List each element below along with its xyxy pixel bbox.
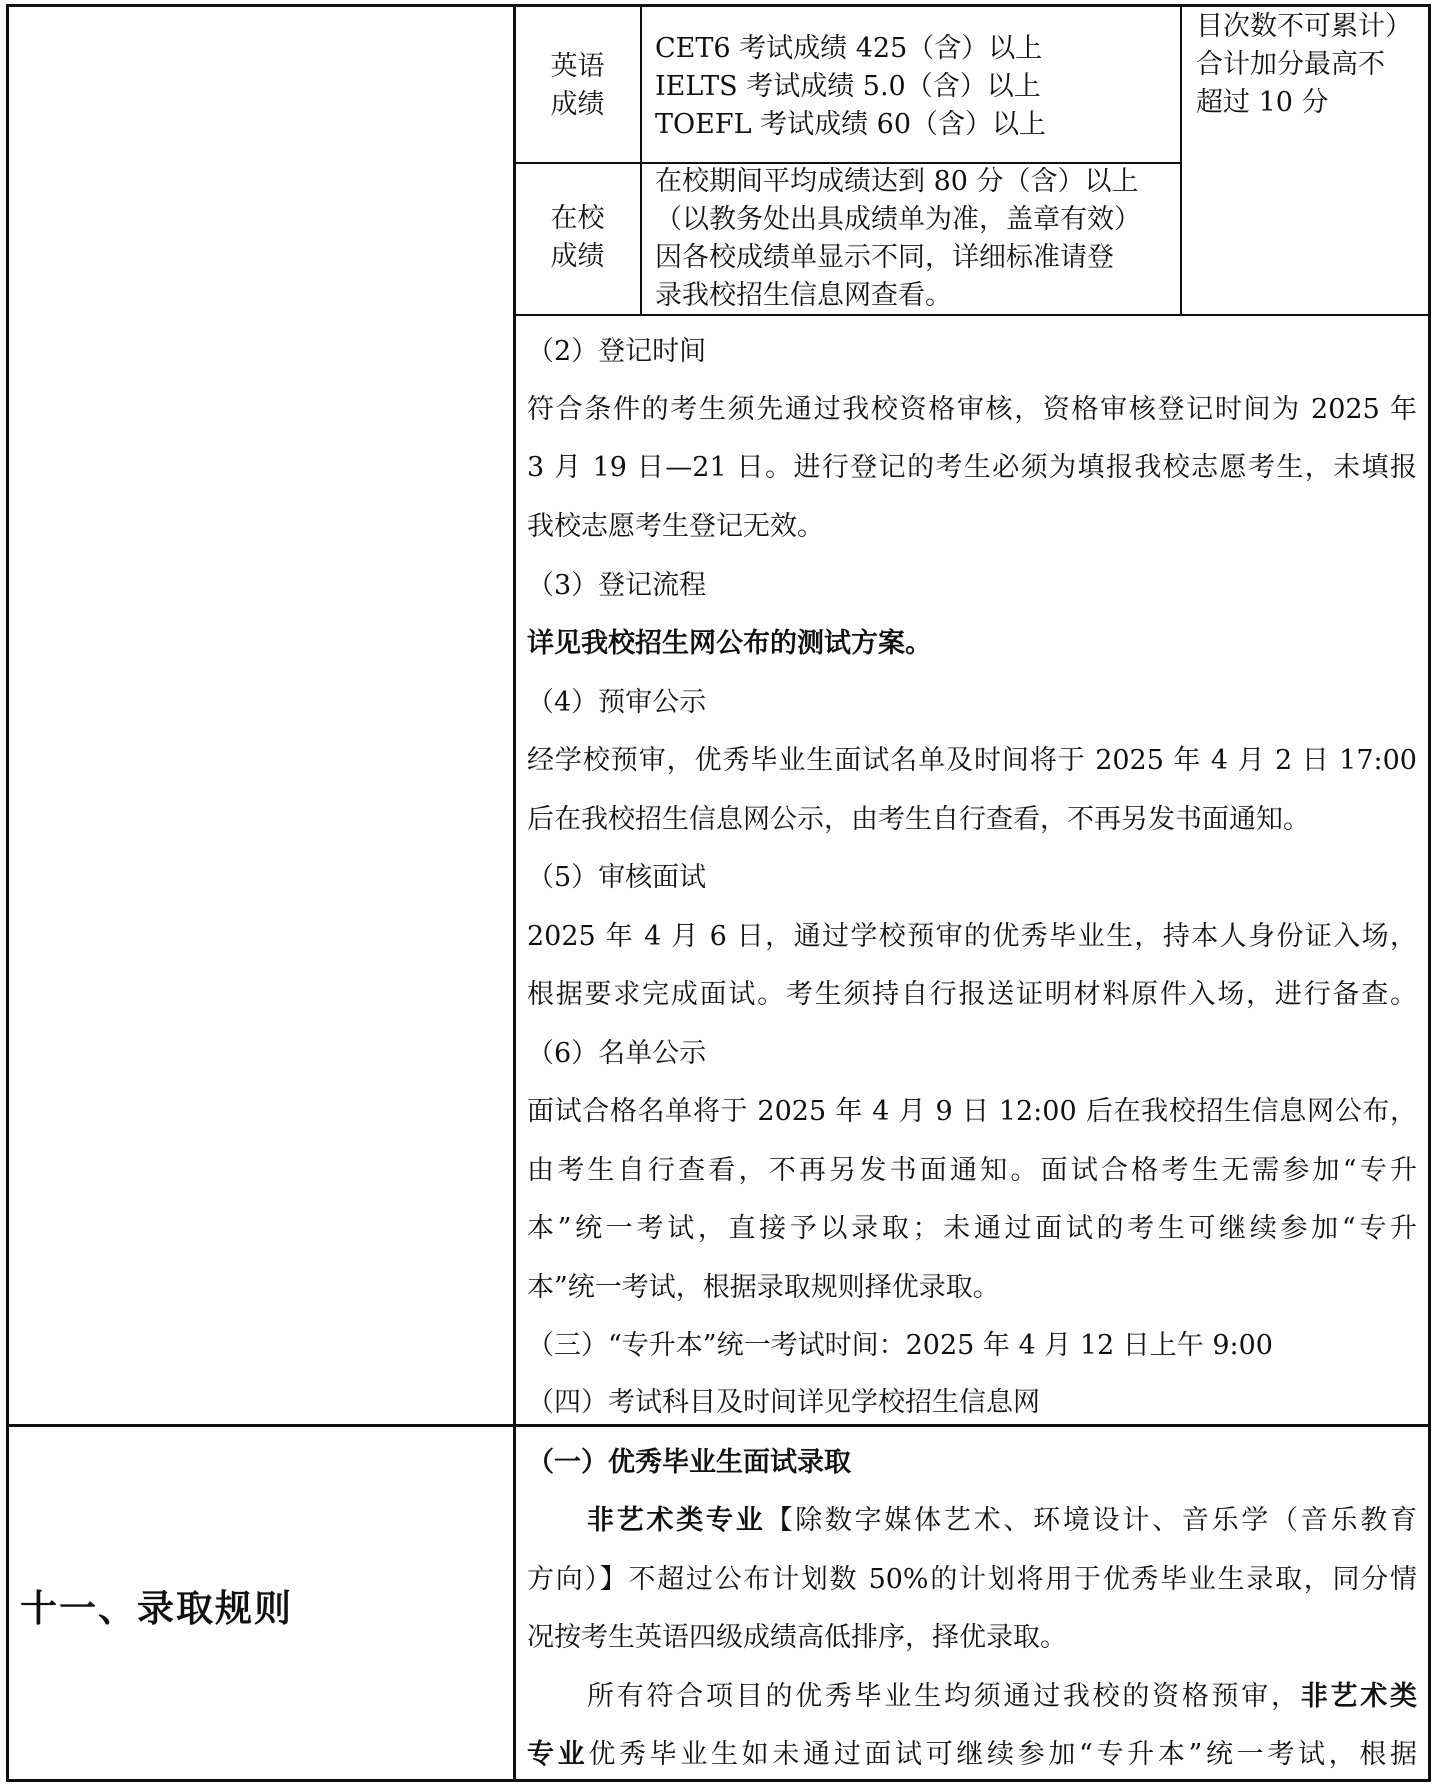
criteria-line: IELTS 考试成绩 5.0（含）以上 [655, 71, 1041, 102]
criteria-line: CET6 考试成绩 425（含）以上 [655, 33, 1043, 64]
bold-phrase: 非艺术类专业 [587, 1505, 766, 1536]
paragraph-line [527, 1735, 1417, 1775]
note-line: 目次数不可累计） [1196, 11, 1412, 42]
paragraph-line: 由考生自行查看，不再另发书面通知。面试合格考生无需参加“专升 [527, 1155, 1417, 1186]
criteria-line: 在校期间平均成绩达到 80 分（含）以上 [655, 166, 1139, 197]
criteria-line: TOEFL 考试成绩 60（含）以上 [655, 109, 1047, 140]
criteria-line: （以教务处出具成绩单为准，盖章有效） [655, 204, 1141, 235]
paragraph-line: （6）名单公示 [527, 1038, 707, 1069]
paragraph-line: 2025 年 4 月 6 日，通过学校预审的优秀毕业生，持本人身份证入场， [527, 921, 1417, 952]
paragraph-line: （三）“专升本”统一考试时间：2025 年 4 月 12 日上午 9:00 [527, 1330, 1273, 1361]
paragraph-line: 本”统一考试，根据录取规则择优录取。 [527, 1272, 1000, 1303]
section-title-admission-rules: 十一、录取规则 [20, 1587, 293, 1630]
criteria-line: 因各校成绩单显示不同，详细标准请登 [655, 242, 1114, 273]
criteria-line: 录我校招生信息网查看。 [655, 280, 952, 311]
paragraph-line: 本”统一考试，直接予以录取；未通过面试的考生可继续参加“专升 [527, 1213, 1417, 1244]
paragraph-line [527, 1501, 1417, 1541]
paragraph-line: 面试合格名单将于 2025 年 4 月 9 日 12:00 后在我校招生信息网公布， [527, 1096, 1417, 1127]
paragraph-line: 况按考生英语四级成绩高低排序，择优录取。 [527, 1622, 1067, 1653]
table-right-border [1428, 4, 1431, 1781]
note-line: 合计加分最高不 [1196, 49, 1385, 80]
paragraph-line: （4）预审公示 [527, 687, 707, 718]
admission-rules-content [527, 0, 1417, 1780]
subheading: （一）优秀毕业生面试录取 [527, 1447, 851, 1478]
text-span: 【除数字媒体艺术、环境设计、音乐学（音乐教育 [765, 1505, 1418, 1536]
paragraph-line: （5）审核面试 [527, 862, 707, 893]
paragraph-line: （3）登记流程 [527, 570, 707, 601]
paragraph-line: 后在我校招生信息网公示，由考生自行查看，不再另发书面通知。 [527, 804, 1310, 835]
label-line: 英语 [550, 51, 605, 82]
bold-phrase: 非艺术类 [1300, 1681, 1418, 1712]
paragraph-line: 3 月 19 日—21 日。进行登记的考生必须为填报我校志愿考生，未填报 [527, 452, 1417, 483]
paragraph-line [527, 1677, 1417, 1717]
paragraph-line: 符合条件的考生须先通过我校资格审核，资格审核登记时间为 2025 年 [527, 394, 1417, 425]
text-span: 优秀毕业生如未通过面试可继续参加“专升本”统一考试，根据 [588, 1739, 1418, 1770]
label-line: 成绩 [550, 89, 605, 120]
label-line: 在校 [550, 203, 605, 234]
paragraph-line: （四）考试科目及时间详见学校招生信息网 [527, 1387, 1040, 1418]
table-left-border [6, 4, 9, 1781]
paragraph-line: 详见我校招生网公布的测试方案。 [527, 628, 932, 659]
label-line: 成绩 [550, 241, 605, 272]
bold-phrase: 专业 [527, 1739, 589, 1770]
paragraph-line: 我校志愿考生登记无效。 [527, 511, 824, 542]
paragraph-line: （2）登记时间 [527, 336, 707, 367]
paragraph-line: 经学校预审，优秀毕业生面试名单及时间将于 2025 年 4 月 2 日 17:00 [527, 745, 1417, 776]
text-span: 所有符合项目的优秀毕业生均须通过我校的资格预审， [587, 1681, 1301, 1712]
paragraph-line: 根据要求完成面试。考生须持自行报送证明材料原件入场，进行备查。 [527, 979, 1417, 1010]
note-line: 超过 10 分 [1196, 87, 1329, 118]
paragraph-line: 方向）】不超过公布计划数 50%的计划将用于优秀毕业生录取，同分情 [527, 1564, 1417, 1595]
